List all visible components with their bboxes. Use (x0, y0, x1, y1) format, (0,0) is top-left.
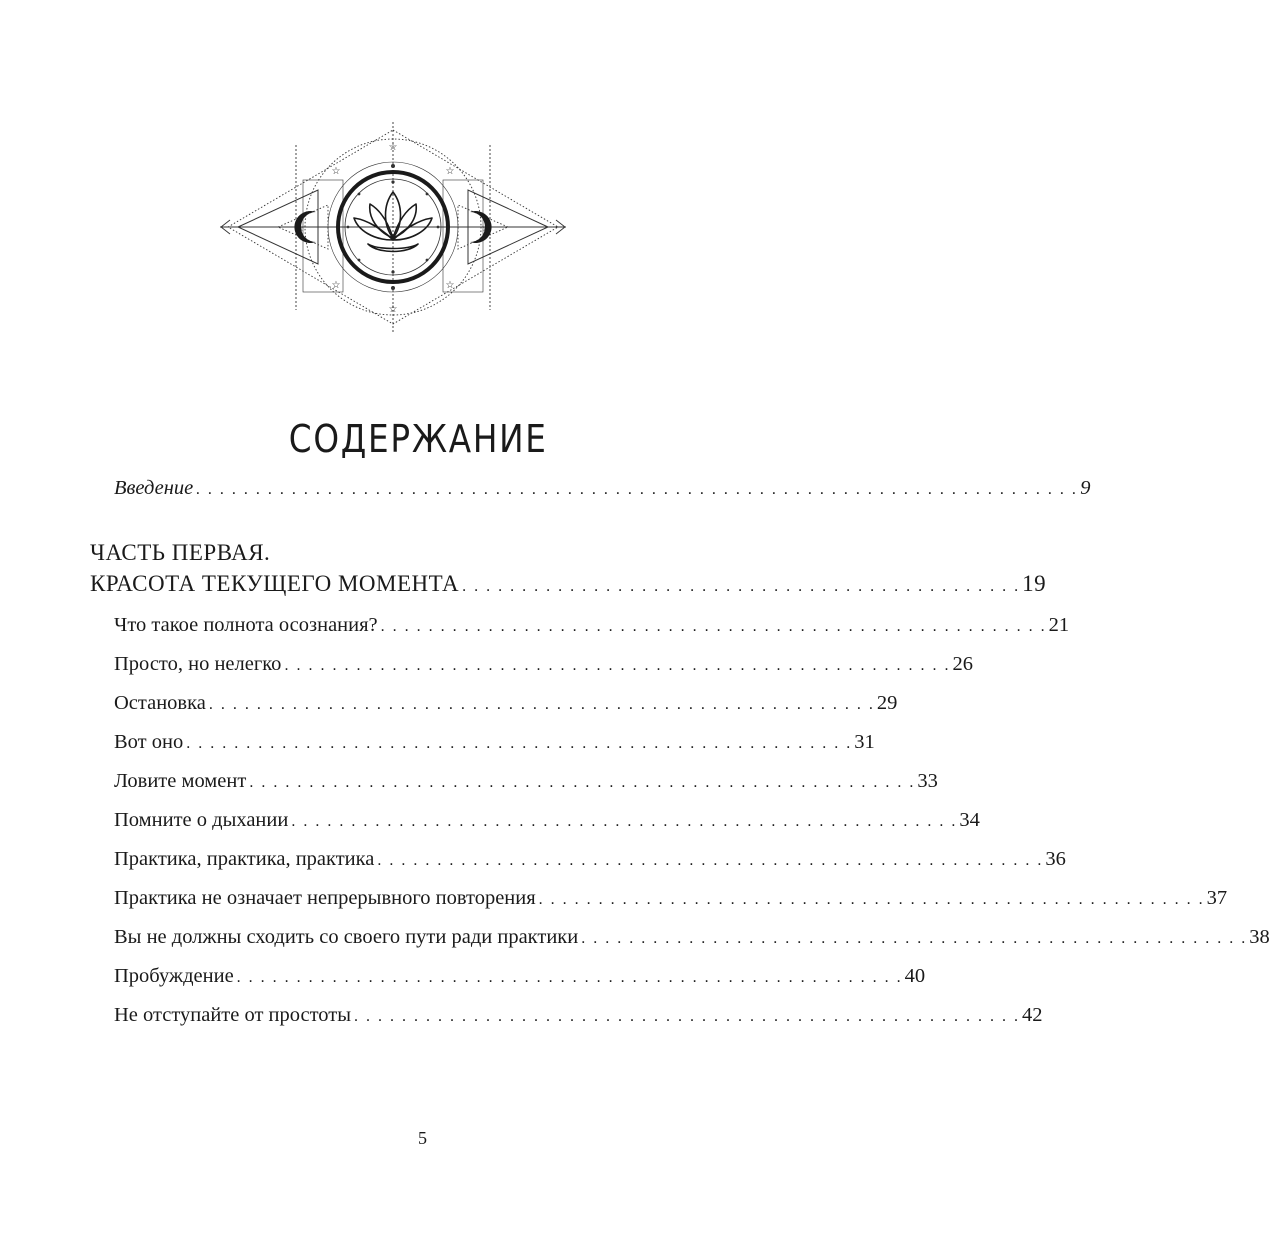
dot-leader: . . . . . . . . . . . . . . . . . . . . . . . . . . . . . . . . . . . . . . . . . . . . . . . . . . . . . . . . (538, 891, 1205, 908)
svg-text:☆: ☆ (295, 223, 305, 234)
toc-entry[interactable] (114, 809, 980, 832)
toc-entry-intro[interactable] (114, 477, 1091, 500)
toc-page-number: 40 (904, 965, 926, 987)
toc-entry-label: Вот оно (114, 731, 184, 753)
svg-text:☆: ☆ (331, 280, 341, 291)
svg-text:☆: ☆ (445, 280, 455, 291)
toc-entry[interactable] (114, 887, 1228, 910)
toc-entry-label: Остановка (114, 692, 206, 714)
dot-leader: . . . . . . . . . . . . . . . . . . . . . . . . . . . . . . . . . . . . . . . . . . . . . . . . . . . . . . . . (581, 930, 1248, 947)
toc-page-number: 36 (1045, 848, 1066, 870)
dot-leader: . . . . . . . . . . . . . . . . . . . . . . . . . . . . . . . . . . . . . . . . . . . . . . . . . . . . . . . . (186, 735, 853, 752)
dot-leader: . . . . . . . . . . . . . . . . . . . . . . . . . . . . . . . . . . . . . . . . . . . . . . . . . . . . . . . . (291, 813, 958, 830)
svg-text:☆: ☆ (331, 166, 341, 177)
dot-leader: . . . . . . . . . . . . . . . . . . . . . . . . . . . . . . . . . . . . . . . . . . . . . . . . . . . . . . . . (208, 696, 875, 713)
toc-entry[interactable] (114, 926, 1270, 949)
page-number: 5 (418, 1128, 427, 1148)
toc-page-number: 9 (1080, 477, 1091, 499)
toc-entry[interactable] (114, 770, 938, 793)
dot-leader: . . . . . . . . . . . . . . . . . . . . . . . . . . . . . . . . . . . . . . . . . . . . . . . . . . . . . . . . (354, 1008, 1021, 1025)
svg-text:☆: ☆ (388, 304, 398, 315)
toc-entry[interactable] (114, 848, 1066, 871)
toc-page-number: 37 (1206, 887, 1228, 909)
toc-entry-label: КРАСОТА ТЕКУЩЕГО МОМЕНТА (90, 571, 460, 596)
toc-page-number: 19 (1022, 571, 1047, 596)
toc-entry[interactable] (114, 731, 875, 754)
toc-page-number: 29 (876, 692, 898, 714)
dot-leader: . . . . . . . . . . . . . . . . . . . . . . . . . . . . . . . . . . . . . . . . . . . . . . . (462, 578, 1021, 595)
svg-text:☆: ☆ (481, 223, 491, 234)
toc-entry-label: Пробуждение (114, 965, 234, 987)
dot-leader: . . . . . . . . . . . . . . . . . . . . . . . . . . . . . . . . . . . . . . . . . . . . . . . . . . . . . . . . (249, 774, 916, 791)
part-heading: ЧАСТЬ ПЕРВАЯ. (90, 540, 271, 565)
toc-page-number: 26 (952, 653, 973, 675)
toc-entry-label: Практика не означает непрерывного повторения (114, 887, 536, 909)
toc-page-number: 31 (854, 731, 875, 753)
toc-page-number: 33 (917, 770, 938, 792)
toc-entry[interactable] (114, 653, 973, 676)
dot-leader: . . . . . . . . . . . . . . . . . . . . . . . . . . . . . . . . . . . . . . . . . . . . . . . . . . . . . . . . (284, 657, 951, 674)
toc-entry-part-one[interactable] (90, 571, 1047, 597)
toc-page-number: 42 (1022, 1004, 1043, 1026)
toc-entry-label: Просто, но нелегко (114, 653, 282, 675)
dot-leader: . . . . . . . . . . . . . . . . . . . . . . . . . . . . . . . . . . . . . . . . . . . . . . . . . . . . . . . . (236, 969, 903, 986)
toc-page-number: 34 (959, 809, 980, 831)
dot-leader: . . . . . . . . . . . . . . . . . . . . . . . . . . . . . . . . . . . . . . . . . . . . . . . . . . . . . . . . (380, 618, 1047, 635)
svg-text:☆: ☆ (388, 142, 398, 153)
toc-entry-label: Вы не должны сходить со своего пути ради практики (114, 926, 579, 948)
dot-leader: . . . . . . . . . . . . . . . . . . . . . . . . . . . . . . . . . . . . . . . . . . . . . . . . . . . . . . . . . . . . . . . . . . . . . . . . . . (196, 481, 1079, 498)
toc-page-number: 21 (1048, 614, 1070, 636)
toc-entry[interactable] (114, 692, 898, 715)
dot-leader: . . . . . . . . . . . . . . . . . . . . . . . . . . . . . . . . . . . . . . . . . . . . . . . . . . . . . . . . (377, 852, 1044, 869)
svg-text:☆: ☆ (445, 166, 455, 177)
toc-entry-label: Ловите момент (114, 770, 247, 792)
toc-entry[interactable] (114, 614, 1070, 637)
page-title: СОДЕРЖАНИЕ (288, 417, 548, 462)
toc-entry-label: Что такое полнота осознания? (114, 614, 378, 636)
lotus-moon-ornament-icon (218, 120, 568, 335)
toc-entry-label: Не отступайте от простоты (114, 1004, 352, 1026)
toc-entry[interactable] (114, 1004, 1043, 1027)
toc-page-number: 38 (1249, 926, 1270, 948)
toc-entry-label: Введение (114, 477, 194, 499)
toc-entry-label: Практика, практика, практика (114, 848, 375, 870)
toc-entry[interactable] (114, 965, 926, 988)
toc-entry-label: Помните о дыхании (114, 809, 289, 831)
